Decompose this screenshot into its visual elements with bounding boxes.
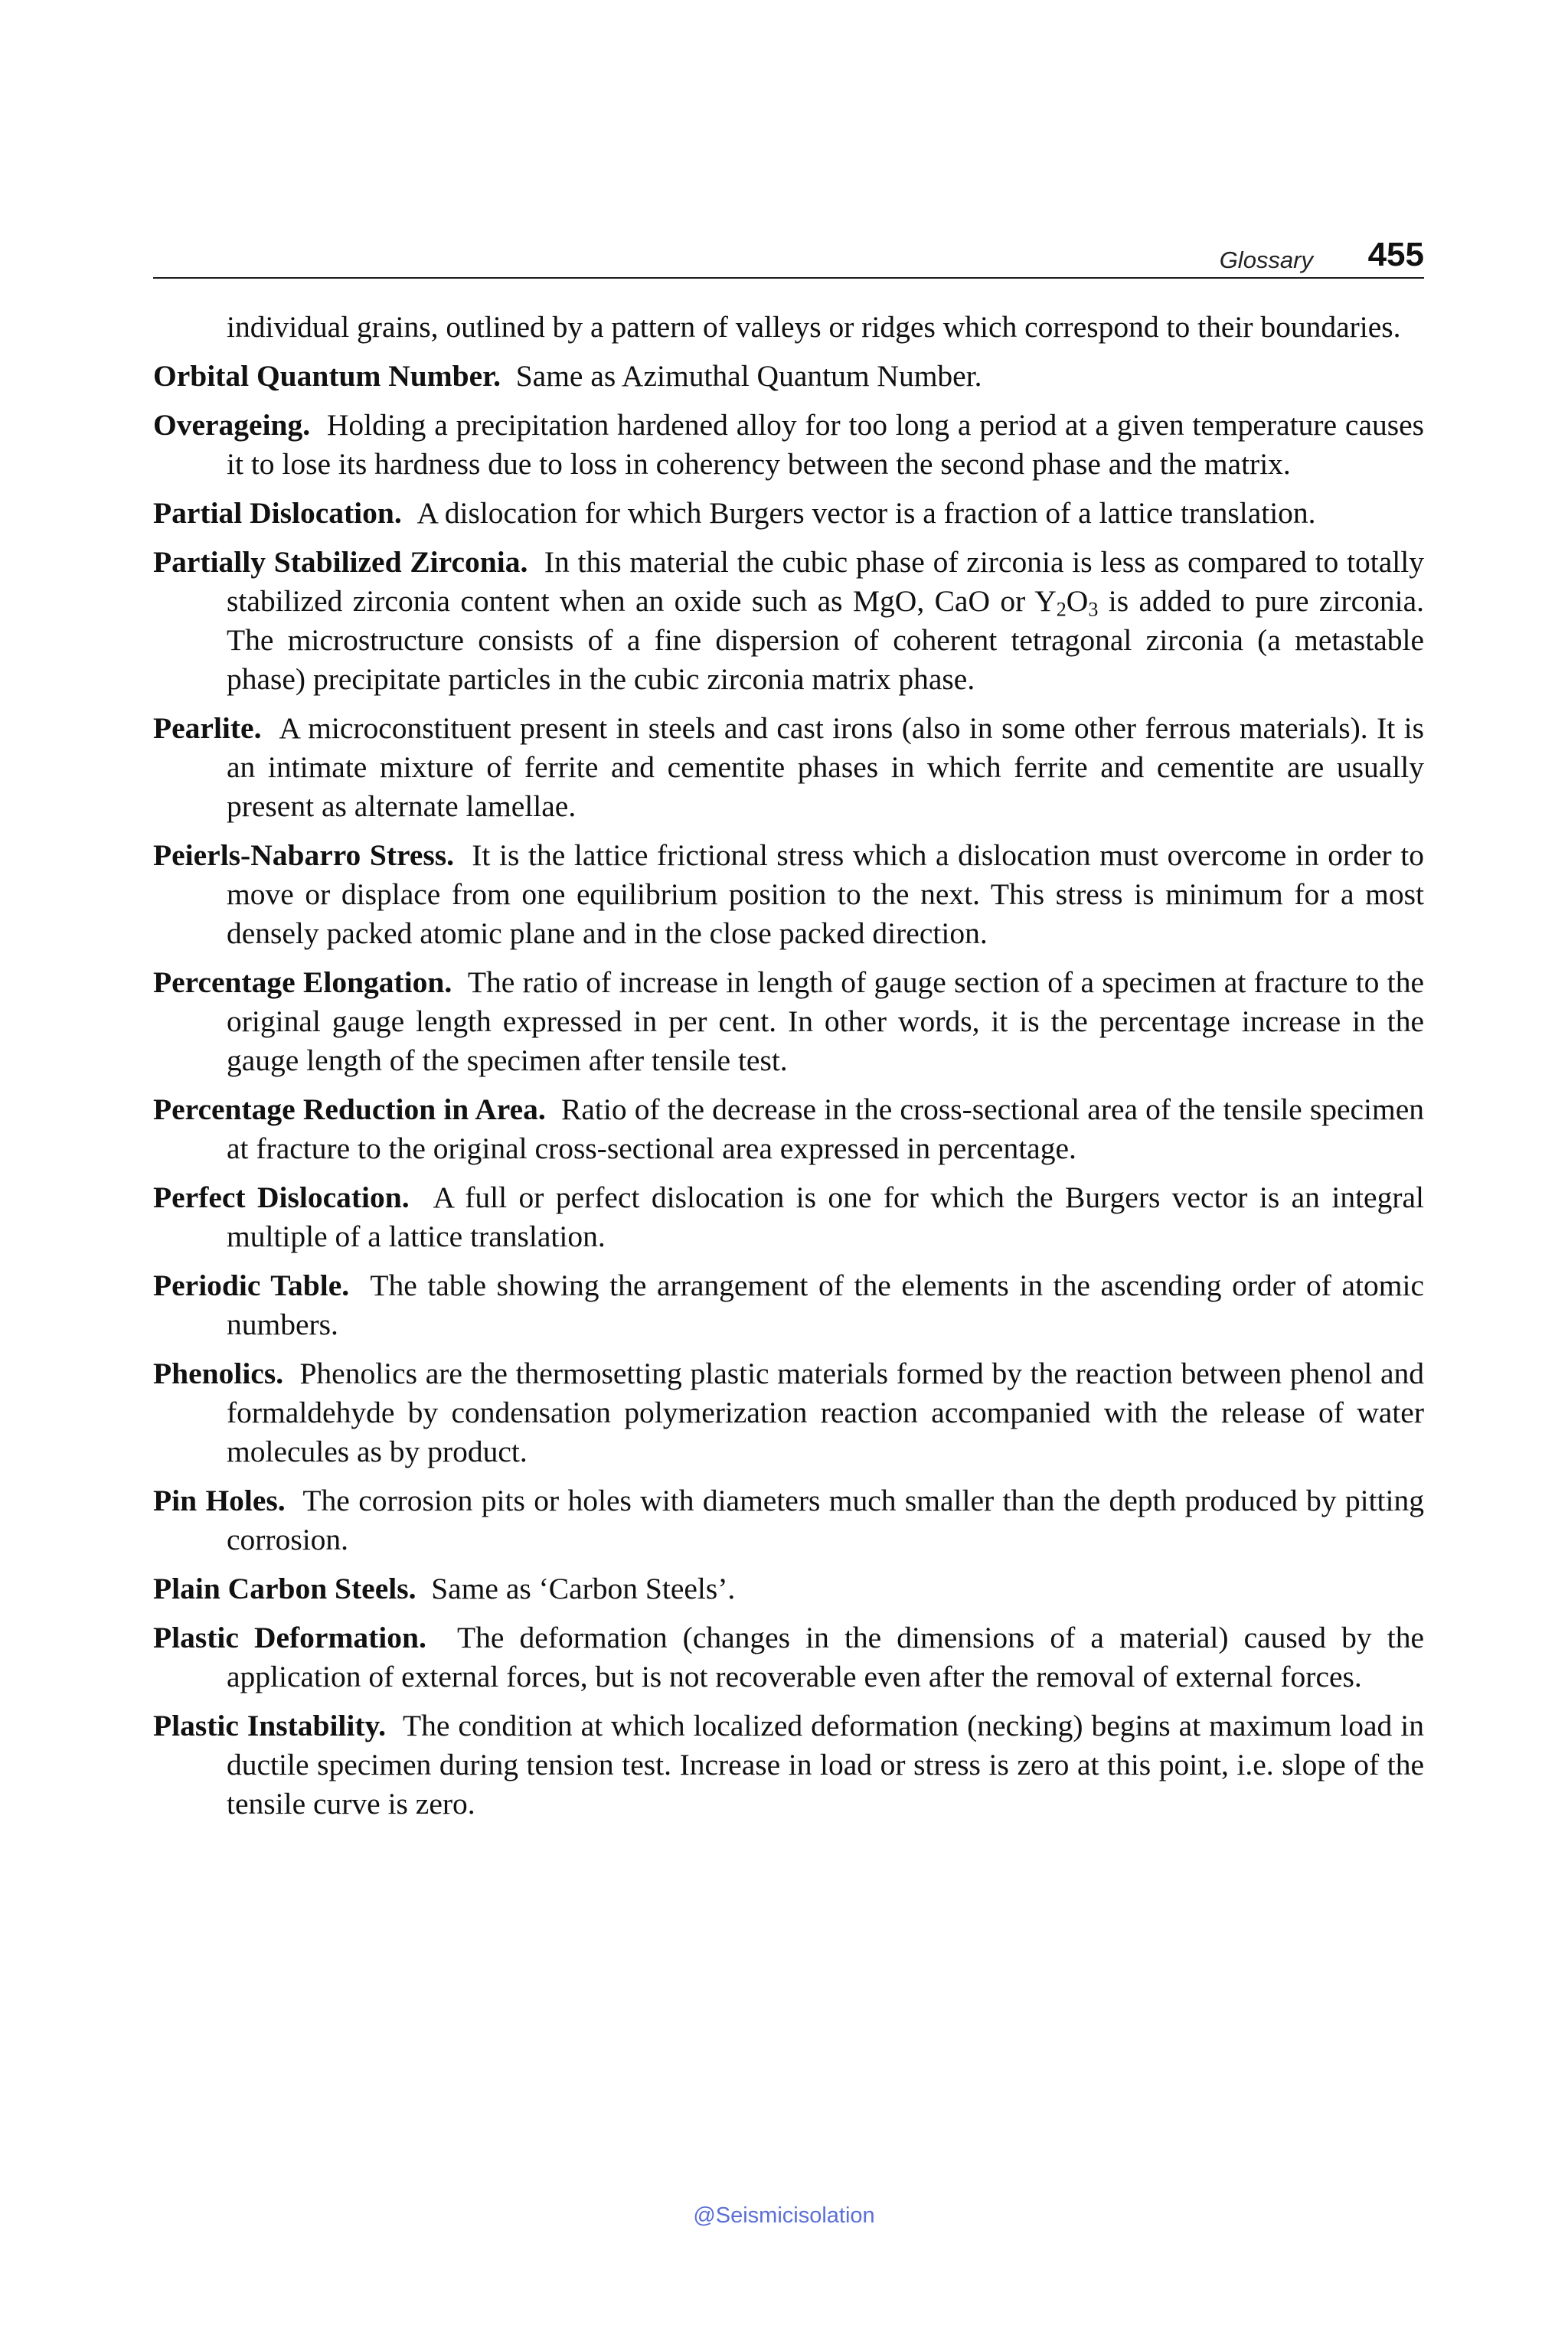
entry-definition: Phenolics are the thermosetting plastic materials formed by the reaction between phenol and formaldehyde by condensation polymerization reaction accompanied with the release of water molecules as by product. — [227, 1357, 1424, 1468]
entry-term: Orbital Quantum Number. — [153, 359, 501, 393]
page-header — [153, 230, 1424, 279]
entry-term: Peierls-Nabarro Stress. — [153, 838, 455, 872]
entry-definition-part: In this material the cubic phase of zirconia is less as compared to totally stabilized zirconia content when an oxide such as MgO, CaO or Y — [227, 545, 1424, 618]
watermark: @Seismicisolation — [693, 2203, 875, 2228]
entry-definition: The table showing the arrangement of the elements in the ascending order of atomic numbers. — [227, 1269, 1425, 1341]
entry-term: Partial Dislocation. — [153, 496, 402, 530]
glossary-entry-percentage-elongation — [153, 963, 1424, 1080]
page-number: 455 — [1367, 236, 1424, 273]
entry-definition: A microconstituent present in steels and cast irons (also in some other ferrous materials). It is an intimate mixture of ferrite and cementite phases in which ferrite and cementite are usually present as alternate lamellae. — [227, 711, 1424, 823]
entry-definition: A dislocation for which Burgers vector is a fraction of a lattice translation. — [416, 496, 1316, 530]
glossary-entry-partial-dislocation — [153, 494, 1424, 533]
glossary-entry-partially-stabilized-zirconia — [153, 543, 1424, 699]
glossary-entry-pin-holes — [153, 1481, 1424, 1559]
entry-definition: The condition at which localized deformation (necking) begins at maximum load in ductile specimen during tension test. Increase in load or stress is zero at this point, i.e. slope of the tensile curve is zero. — [227, 1709, 1424, 1821]
entry-definition: The deformation (changes in the dimensions of a material) caused by the application of external forces, but is not recoverable even after the removal of external forces. — [227, 1621, 1424, 1693]
entry-definition: Holding a precipitation hardened alloy for too long a period at a given temperature causes it to lose its hardness due to loss in coherency between the second phase and the matrix. — [227, 408, 1424, 481]
entry-definition: Ratio of the decrease in the cross-sectional area of the tensile specimen at fracture to the original cross-sectional area expressed in percentage. — [227, 1092, 1424, 1165]
entry-definition: The corrosion pits or holes with diameters much smaller than the depth produced by pitting corrosion. — [227, 1484, 1424, 1556]
glossary-entry-perfect-dislocation — [153, 1178, 1424, 1256]
entry-definition: individual grains, outlined by a pattern of valleys or ridges which correspond to their boundaries. — [227, 310, 1401, 344]
entry-term: Percentage Elongation. — [153, 965, 452, 999]
entry-term: Periodic Table. — [153, 1269, 350, 1302]
entry-term: Plain Carbon Steels. — [153, 1572, 416, 1605]
entry-definition: The ratio of increase in length of gauge section of a specimen at fracture to the original gauge length expressed in per cent. In other words, it is the percentage increase in the gauge length of the specimen after tensile test. — [227, 965, 1424, 1077]
glossary-entry-pearlite — [153, 709, 1424, 826]
glossary-entry-peierls-nabarro-stress — [153, 836, 1424, 953]
glossary-entry-plastic-deformation — [153, 1618, 1424, 1697]
entry-definition: Same as Azimuthal Quantum Number. — [515, 359, 982, 393]
entry-definition-part: O — [1066, 584, 1089, 618]
entry-term: Pearlite. — [153, 711, 262, 745]
entry-term: Plastic Deformation. — [153, 1621, 426, 1654]
glossary-entry-orbital-quantum-number — [153, 357, 1424, 396]
glossary-entry-plastic-instability — [153, 1706, 1424, 1824]
entry-term: Overageing. — [153, 408, 311, 442]
glossary-entry-periodic-table — [153, 1266, 1424, 1344]
subscript: 2 — [1056, 598, 1067, 621]
entry-term: Phenolics. — [153, 1357, 284, 1390]
glossary-entry-continuation — [153, 308, 1424, 347]
glossary-entry-plain-carbon-steels — [153, 1569, 1424, 1608]
glossary-entry-percentage-reduction-in-area — [153, 1090, 1424, 1168]
entry-term: Perfect Dislocation. — [153, 1181, 410, 1214]
subscript: 3 — [1088, 598, 1099, 621]
glossary-entry-phenolics — [153, 1354, 1424, 1471]
entry-term: Pin Holes. — [153, 1484, 286, 1517]
entry-definition: Same as ‘Carbon Steels’. — [431, 1572, 736, 1605]
running-head: Glossary — [1219, 247, 1313, 273]
entry-term: Percentage Reduction in Area. — [153, 1092, 546, 1126]
entry-term: Partially Stabilized Zirconia. — [153, 545, 528, 579]
entry-definition: It is the lattice frictional stress which a dislocation must overcome in order to move or displace from one equilibrium position to the next. This stress is minimum for a most densely packed atomic plane and in the close packed direction. — [227, 838, 1424, 950]
glossary-entry-overageing — [153, 406, 1424, 484]
entry-definition-part: is added to pure zirconia. The microstructure consists of a fine dispersion of coherent tetragonal zirconia (a metastable phase) precipitate particles in the cubic zirconia matrix phase. — [227, 584, 1424, 696]
entry-definition: A full or perfect dislocation is one for which the Burgers vector is an integral multiple of a lattice translation. — [227, 1181, 1425, 1253]
glossary-body — [153, 308, 1424, 1834]
entry-term: Plastic Instability. — [153, 1709, 386, 1742]
